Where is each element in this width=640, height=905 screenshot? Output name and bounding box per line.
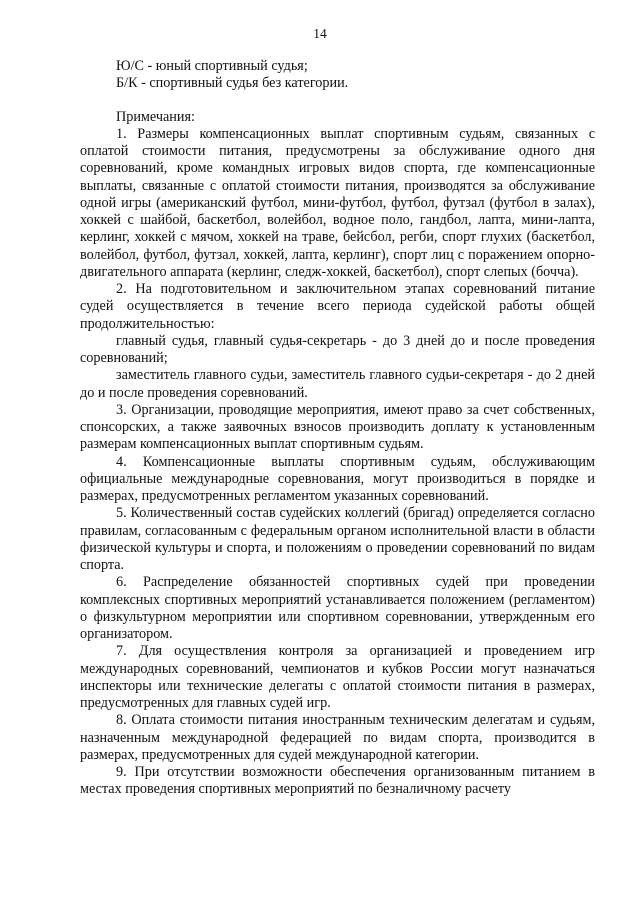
note-paragraph-2-item-deputy: заместитель главного судьи, заместитель главного судьи-секретаря - до 2 дней до и после проведения соревнований.	[80, 367, 595, 401]
note-paragraph-9: 9. При отсутствии возможности обеспечения организованным питанием в местах проведения спортивных мероприятий по безналичному расчету	[80, 764, 595, 798]
note-paragraph-7: 7. Для осуществления контроля за организацией и проведением игр международных соревнований, чемпионатов и кубков России могут назначаться инспекторы или технические делегаты с оплатой стоимости питания в размерах, предусмотренных для главных судей игр.	[80, 643, 595, 711]
abbreviation-yuc: Ю/С - юный спортивный судья;	[116, 58, 308, 74]
note-paragraph-6: 6. Распределение обязанностей спортивных судей при проведении комплексных спортивных мероприятий устанавливается положением (регламентом) о физкультурном мероприятии или спортивном соревновании, утвержденным его организатором.	[80, 574, 595, 642]
page-number: 14	[313, 26, 327, 41]
abbreviation-bk: Б/К - спортивный судья без категории.	[116, 75, 349, 92]
notes-heading: Примечания:	[116, 108, 195, 125]
note-paragraph-1: 1. Размеры компенсационных выплат спортивным судьям, связанных с оплатой стоимости питания, предусмотрены за обслуживание одного дня соревнований, кроме командных игровых видов спорта, где компенсационные выплаты, связанные с оплатой стоимости питания, производятся за обслуживание одной игры (американский футбол, мини-футбол, футбол, футзал (футбол в залах), хоккей с шайбой, баскетбол, волейбол, водное поло, гандбол, лапта, мини-лапта, керлинг, хоккей с мячом, хоккей на траве, бейсбол, регби, спорт глухих (баскетбол, волейбол, футбол, футзал, хоккей, лапта, керлинг), спорт лиц с поражением опорно-двигательного аппарата (керлинг, следж-хоккей, баскетбол), спорт слепых (бочча).	[80, 125, 595, 280]
note-paragraph-2: 2. На подготовительном и заключительном этапах соревнований питание судей осуществляется в течение всего периода судейской работы общей продолжительностью:	[80, 281, 595, 332]
note-paragraph-2-item-chief: главный судья, главный судья-секретарь - до 3 дней до и после проведения соревнований;	[80, 332, 595, 366]
note-paragraph-5: 5. Количественный состав судейских коллегий (бригад) определяется согласно правилам, согласованным с федеральным органом исполнительной власти в области физической культуры и спорта, и положениям о проведении соревнований по видам спорта.	[80, 505, 595, 573]
note-paragraph-3: 3. Организации, проводящие мероприятия, имеют право за счет собственных, спонсорских, а также заявочных взносов производить доплату к установленным размерам компенсационных выплат спортивным судьям.	[80, 401, 595, 453]
note-paragraph-8: 8. Оплата стоимости питания иностранным техническим делегатам и судьям, назначенным международной федерацией по видам спорта, производится в размерах, предусмотренных для судей международной категории.	[80, 712, 595, 763]
document-body	[80, 58, 595, 799]
note-paragraph-4: 4. Компенсационные выплаты спортивным судьям, обслуживающим официальные международные соревнования, могут производиться в порядке и размерах, предусмотренных регламентом указанных соревнований.	[80, 453, 595, 504]
